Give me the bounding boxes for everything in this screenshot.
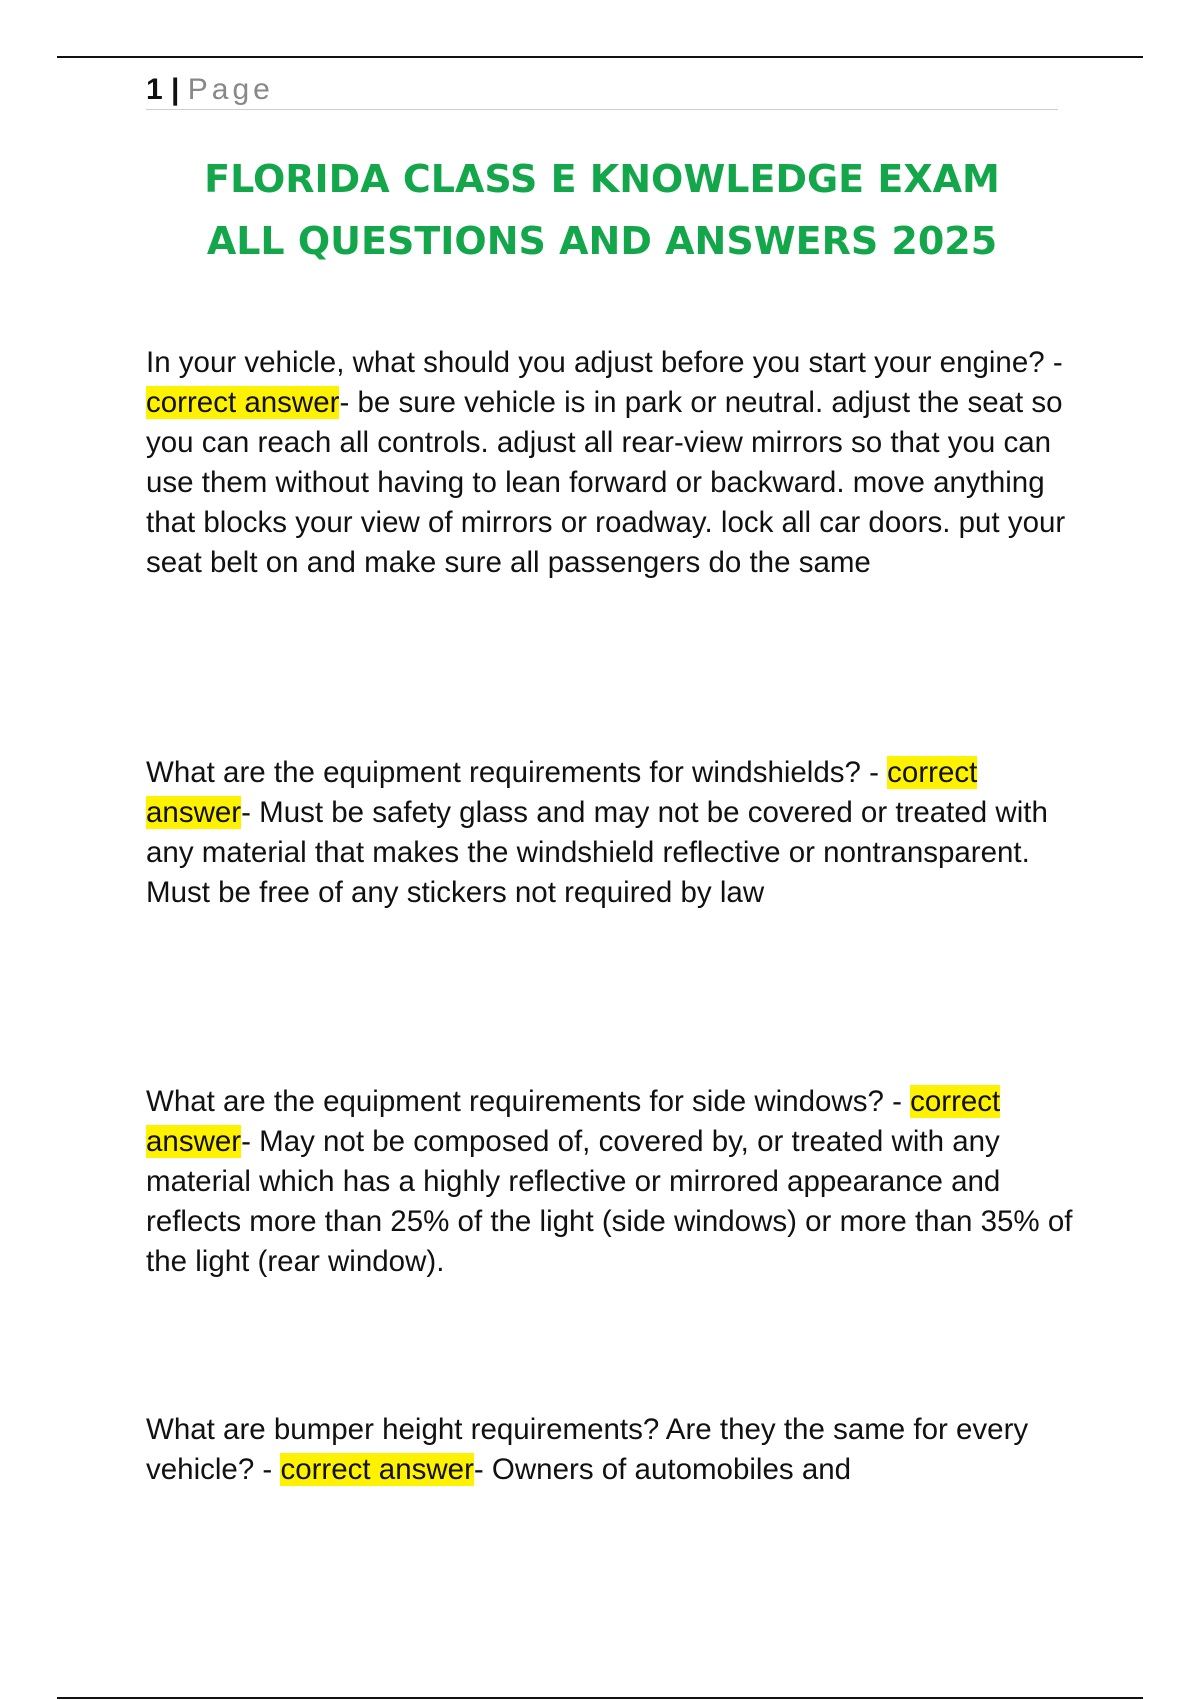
question-text: What are bumper height requirements? Are they the same for every vehicle? - (146, 1413, 1029, 1486)
top-rule (57, 56, 1143, 58)
qa-item (146, 753, 1076, 913)
answer-text: - Must be safety glass and may not be covered or treated with any material that makes the windshield reflective or nontransparent. Must be free of any stickers not required by law (146, 796, 1048, 909)
answer-text: - Owners of automobiles and (473, 1453, 852, 1486)
answer-label-highlight: correct answer (280, 1453, 474, 1486)
page-header (146, 70, 1058, 110)
answer-text: - be sure vehicle is in park or neutral. adjust the seat so you can reach all controls. adjust all rear-view mirrors so that you can use them without having to lean forward or backward. move anything that blocks your view of mirrors or roadway. lock all car doors. put your seat belt on and make sure all passengers do the same (146, 386, 1066, 579)
qa-item (146, 1410, 1076, 1490)
answer-label-highlight: correct answer (146, 1085, 1001, 1158)
page-number: 1 (146, 73, 163, 106)
page-label: Page (187, 73, 274, 106)
page-separator: | (171, 73, 180, 106)
answer-label-highlight: correct answer (146, 756, 978, 829)
qa-item (146, 343, 1076, 583)
qa-item (146, 1082, 1076, 1282)
question-text: What are the equipment requirements for side windows? - (146, 1085, 911, 1118)
document-title (146, 148, 1058, 272)
title-line-2: ALL QUESTIONS AND ANSWERS 2025 (206, 219, 998, 263)
question-text: In your vehicle, what should you adjust before you start your engine? - (146, 346, 1063, 379)
answer-label-highlight: correct answer (146, 386, 340, 419)
answer-text: - May not be composed of, covered by, or treated with any material which has a highly reflective or mirrored appearance and reflects more than 25% of the light (side windows) or more than 35% of the light (rear window). (146, 1125, 1073, 1278)
question-text: What are the equipment requirements for windshields? - (146, 756, 888, 789)
bottom-rule (57, 1697, 1143, 1699)
title-line-1: FLORIDA CLASS E KNOWLEDGE EXAM (204, 157, 1000, 201)
